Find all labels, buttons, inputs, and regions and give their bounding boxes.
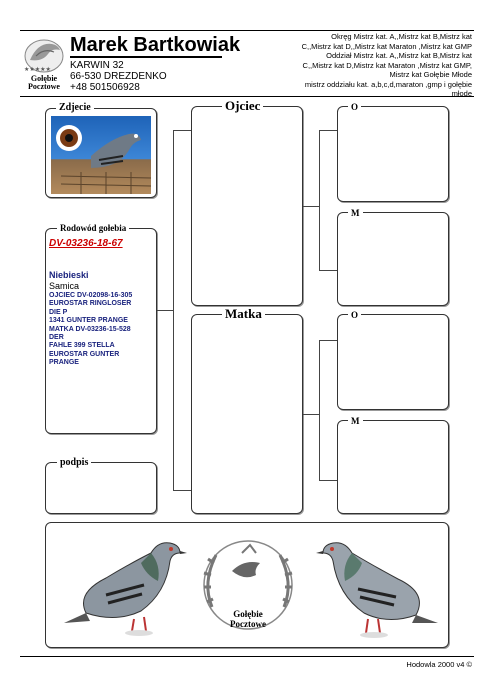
connector xyxy=(303,414,319,415)
connector xyxy=(157,310,173,311)
owner-underline xyxy=(70,56,222,58)
photo-label: Zdjecie xyxy=(56,102,94,114)
pedigree-info xyxy=(49,270,154,368)
right-pigeon-icon xyxy=(316,543,438,638)
achievement-line: młode xyxy=(451,89,472,98)
footer-rule xyxy=(20,656,474,657)
emblem-text-2: Pocztowe xyxy=(230,619,266,629)
connector xyxy=(173,130,191,131)
connector xyxy=(319,340,337,341)
bird-sex: Samica xyxy=(49,281,80,291)
address-line-2: 66-530 DREZDENKO xyxy=(70,71,167,82)
paternal-grandmother-box xyxy=(337,212,449,306)
maternal-grandfather-box xyxy=(337,314,449,410)
decoration-art xyxy=(46,523,450,649)
logo-stars: ★★★★★ xyxy=(24,67,51,73)
ring-number: DV-03236-18-67 xyxy=(49,238,123,249)
pedigree-line: PRANGE xyxy=(49,359,79,367)
logo xyxy=(22,34,66,90)
pedigree-line: EUROSTAR GUNTER xyxy=(49,350,120,358)
pedigree-line: 1341 GUNTER PRANGE xyxy=(49,317,128,325)
footer-text: Hodowla 2000 v4 © xyxy=(406,660,472,669)
signature-label: podpis xyxy=(57,457,91,469)
connector xyxy=(173,490,191,491)
connector xyxy=(319,340,320,480)
pedigree-line: DIE P xyxy=(49,308,68,316)
maternal-grandmother-label: M xyxy=(348,415,363,427)
paternal-grandfather-label: O xyxy=(348,101,361,113)
photo-box xyxy=(45,108,157,198)
emblem-text-1: Gołębie xyxy=(233,609,263,619)
connector xyxy=(173,130,174,490)
pigeon-photo-icon xyxy=(51,116,151,194)
bird-color: Niebieski xyxy=(49,270,89,280)
paternal-grandmother-label: M xyxy=(348,207,363,219)
mother-box xyxy=(191,314,303,514)
father-label: Ojciec xyxy=(222,100,263,112)
paternal-grandfather-box xyxy=(337,106,449,202)
achievement-line: C,,Mistrz kat D,,Mistrz kat Maraton ,Mistrz kat GMP xyxy=(301,41,472,51)
pedigree-label: Rodowód gołebia xyxy=(57,222,129,234)
logo-text-2: Pocztowe xyxy=(28,82,60,91)
left-pigeon-icon xyxy=(64,543,187,636)
signature-box xyxy=(45,462,157,514)
maternal-grandfather-label: O xyxy=(348,309,361,321)
maternal-grandmother-box xyxy=(337,420,449,514)
logo-text-1: Gołębie xyxy=(30,74,58,83)
pedigree-line: MATKA DV-03236-15-528 xyxy=(49,325,131,333)
connector xyxy=(319,130,337,131)
pedigree-line: OJCIEC DV-02098-16-305 xyxy=(49,292,133,299)
achievement-line: Okręg Mistrz kat. A,,Mistrz kat B,Mistrz kat xyxy=(331,32,472,41)
pedigree-line: DER xyxy=(49,334,64,342)
address-line-1: KARWIN 32 xyxy=(70,60,124,71)
achievement-line: Mistrz kat Gołębie Młode xyxy=(389,70,472,79)
achievement-line: Oddział Mistrz kat. A,,Mistrz kat B,Mistrz kat xyxy=(326,51,472,60)
connector xyxy=(319,130,320,270)
decoration-box xyxy=(45,522,449,648)
father-box xyxy=(191,106,303,306)
phone: +48 501506928 xyxy=(70,82,140,93)
photo xyxy=(51,116,151,194)
achievement-line: C,,Mistrz kat D,Mistrz kat Maraton ,Mistrz kat GMP, xyxy=(302,60,472,70)
owner-name: Marek Bartkowiak xyxy=(70,34,241,56)
top-rule xyxy=(20,30,474,31)
pedigree-line: FAHLE 399 STELLA xyxy=(49,342,115,350)
header-rule xyxy=(20,96,474,97)
connector xyxy=(319,480,337,481)
mother-label: Matka xyxy=(222,308,265,320)
connector xyxy=(319,270,337,271)
achievements xyxy=(284,32,472,99)
pedigree-line: EUROSTAR RINGLOSER xyxy=(49,300,132,308)
connector xyxy=(303,206,319,207)
achievement-line: mistrz oddziału kat. a,b,c,d,maraton ,gmp i gołębie xyxy=(304,79,472,89)
